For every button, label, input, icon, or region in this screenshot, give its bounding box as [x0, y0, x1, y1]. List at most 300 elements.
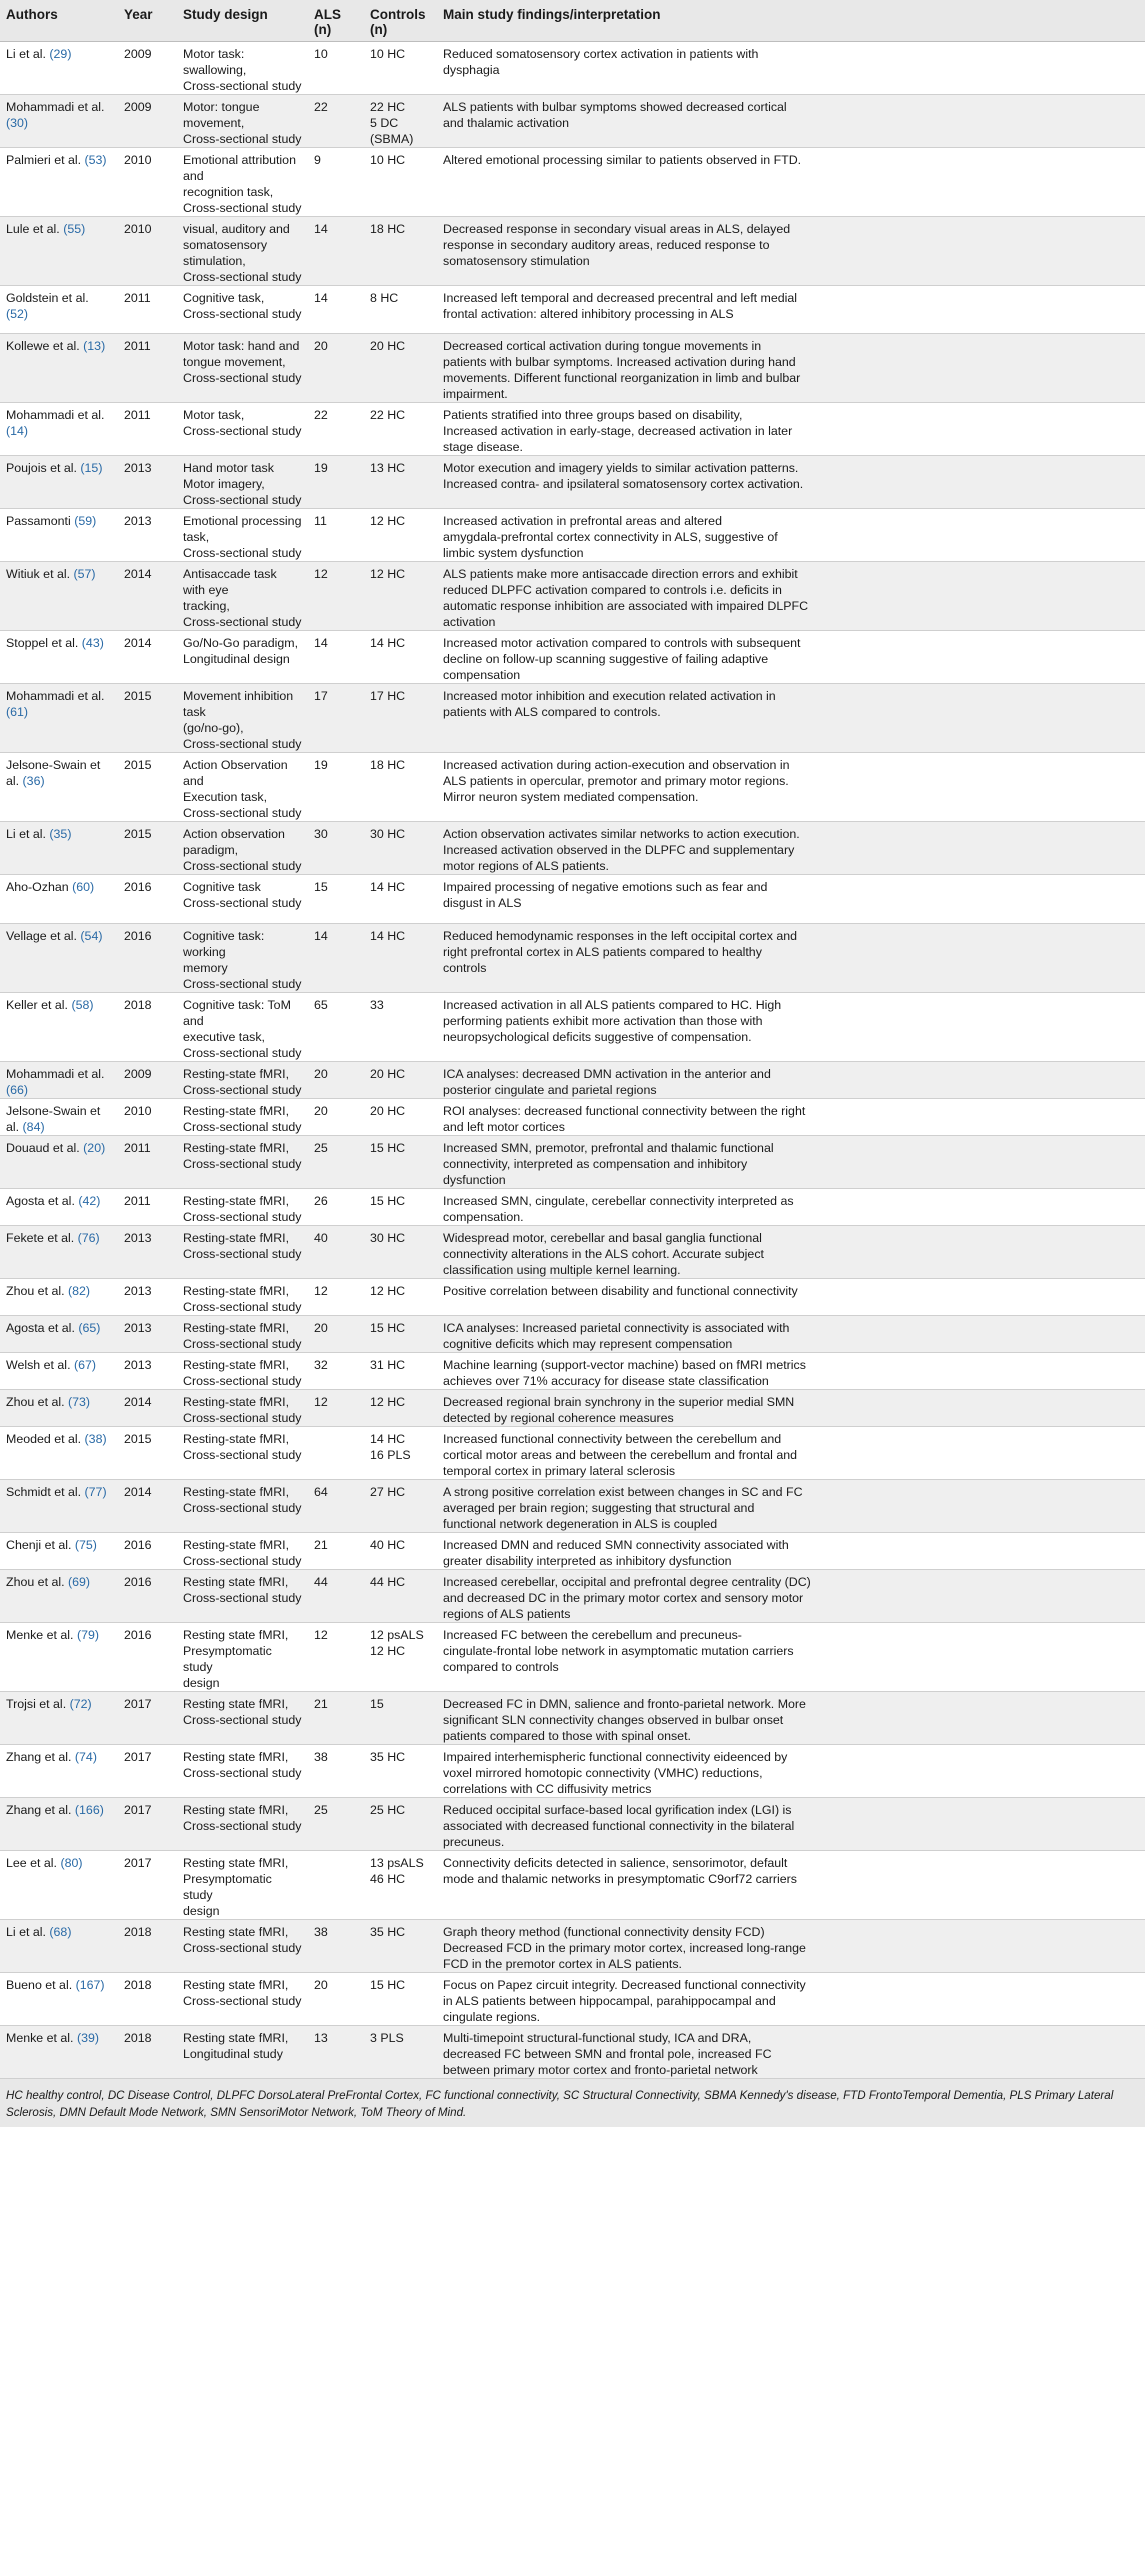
cell-controls: 13 HC: [364, 455, 437, 508]
cell-controls: 10 HC: [364, 41, 437, 94]
cell-findings: ICA analyses: decreased DMN activation in the anterior and posterior cingulate and parietal regions: [437, 1061, 1145, 1098]
author-name: Lee et al.: [6, 1855, 57, 1870]
cell-year: 2015: [118, 683, 177, 752]
cell-controls: 13 psALS 46 HC: [364, 1850, 437, 1919]
reference-link[interactable]: (66): [6, 1082, 29, 1097]
cell-controls: 22 HC 5 DC (SBMA): [364, 94, 437, 147]
table-row: [0, 923, 1145, 992]
reference-link[interactable]: (14): [6, 423, 29, 438]
cell-author: [0, 1569, 118, 1622]
table-row: [0, 1188, 1145, 1225]
cell-controls: 12 HC: [364, 1389, 437, 1426]
cell-controls: 15 HC: [364, 1135, 437, 1188]
cell-author: [0, 333, 118, 402]
cell-design: Cognitive task: ToM and executive task, Cross-sectional study: [177, 992, 308, 1061]
table-row: [0, 216, 1145, 285]
reference-link[interactable]: (20): [83, 1140, 106, 1155]
cell-year: 2018: [118, 1919, 177, 1972]
cell-design: Emotional processing task, Cross-sectional study: [177, 508, 308, 561]
reference-link[interactable]: (57): [73, 566, 96, 581]
reference-link[interactable]: (53): [84, 152, 107, 167]
cell-author: [0, 1135, 118, 1188]
cell-design: Resting-state fMRI, Cross-sectional study: [177, 1532, 308, 1569]
cell-design: Resting state fMRI, Cross-sectional study: [177, 1744, 308, 1797]
cell-author: [0, 1691, 118, 1744]
cell-year: 2016: [118, 923, 177, 992]
cell-als: [308, 1850, 364, 1919]
cell-findings: Increased motor inhibition and execution related activation in patients with ALS compared to controls.: [437, 683, 1145, 752]
cell-findings: Decreased regional brain synchrony in the superior medial SMN detected by regional coherence measures: [437, 1389, 1145, 1426]
cell-als: 14: [308, 216, 364, 285]
cell-controls: 14 HC: [364, 630, 437, 683]
reference-link[interactable]: (13): [83, 338, 106, 353]
cell-author: [0, 821, 118, 874]
cell-findings: Action observation activates similar networks to action execution. Increased activation observed in the DLPFC and supplementary motor regions of ALS patients.: [437, 821, 1145, 874]
table-row: [0, 2025, 1145, 2078]
header-findings: Main study findings/interpretation: [437, 0, 1145, 41]
cell-design: visual, auditory and somatosensory stimulation, Cross-sectional study: [177, 216, 308, 285]
cell-design: Motor task, Cross-sectional study: [177, 402, 308, 455]
table-row: [0, 1569, 1145, 1622]
cell-year: 2015: [118, 1426, 177, 1479]
table-row: [0, 333, 1145, 402]
table-row: [0, 561, 1145, 630]
cell-als: 22: [308, 402, 364, 455]
author-name: Mohammadi et al.: [6, 407, 105, 422]
cell-als: 38: [308, 1744, 364, 1797]
author-name: Agosta et al.: [6, 1320, 75, 1335]
reference-link[interactable]: (82): [68, 1283, 91, 1298]
cell-author: [0, 1225, 118, 1278]
cell-author: [0, 1389, 118, 1426]
reference-link[interactable]: (67): [73, 1357, 97, 1372]
cell-als: 26: [308, 1188, 364, 1225]
cell-design: Motor task: hand and tongue movement, Cross-sectional study: [177, 333, 308, 402]
cell-findings: Decreased cortical activation during tongue movements in patients with bulbar symptoms. Increased activation during hand movements. Different functional reorganization in limb and bulbar impairment.: [437, 333, 1145, 402]
cell-year: 2011: [118, 1188, 177, 1225]
cell-design: Motor: tongue movement, Cross-sectional study: [177, 94, 308, 147]
cell-als: 25: [308, 1135, 364, 1188]
cell-findings: Reduced hemodynamic responses in the left occipital cortex and right prefrontal cortex in ALS patients compared to healthy controls: [437, 923, 1145, 992]
cell-author: [0, 683, 118, 752]
table-row: [0, 455, 1145, 508]
cell-findings: Graph theory method (functional connectivity density FCD) Decreased FCD in the primary motor cortex, increased long-range FCD in the premotor cortex in ALS patients.: [437, 1919, 1145, 1972]
cell-author: [0, 1479, 118, 1532]
cell-findings: Connectivity deficits detected in salience, sensorimotor, default mode and thalamic networks in presymptomatic C9orf72 carriers: [437, 1850, 1145, 1919]
cell-year: 2018: [118, 992, 177, 1061]
author-name: Jelsone-Swain et al.: [6, 757, 101, 788]
reference-link[interactable]: (167): [75, 1977, 105, 1992]
cell-author: [0, 1622, 118, 1691]
cell-year: 2013: [118, 1278, 177, 1315]
author-name: Zhou et al.: [6, 1574, 65, 1589]
cell-findings: Increased SMN, premotor, prefrontal and thalamic functional connectivity, interpreted as compensation and inhibitory dysfunction: [437, 1135, 1145, 1188]
cell-controls: 20 HC: [364, 1061, 437, 1098]
table-row: [0, 1426, 1145, 1479]
cell-controls: 15 HC: [364, 1315, 437, 1352]
cell-controls: 12 HC: [364, 508, 437, 561]
cell-author: [0, 1532, 118, 1569]
cell-author: [0, 752, 118, 821]
table-footnote: HC healthy control, DC Disease Control, DLPFC DorsoLateral PreFrontal Cortex, FC functional connectivity, SC Structural Connectivity, SBMA Kennedy's disease, FTD FrontoTemporal Dementia, PLS Primary Lateral Sclerosis, DMN Default Mode Network, SMN SensoriMotor Network, ToM Theory of Mind.: [0, 2079, 1145, 2127]
author-name: Zhang et al.: [6, 1749, 72, 1764]
cell-author: [0, 1278, 118, 1315]
cell-als: 13: [308, 2025, 364, 2078]
author-name: Mohammadi et al.: [6, 688, 105, 703]
cell-author: [0, 1919, 118, 1972]
reference-link[interactable]: (42): [78, 1193, 101, 1208]
cell-als: 12: [308, 1622, 364, 1691]
cell-author: [0, 561, 118, 630]
cell-author: [0, 1098, 118, 1135]
author-name: Li et al.: [6, 1924, 46, 1939]
table-row: [0, 1532, 1145, 1569]
cell-findings: Widespread motor, cerebellar and basal ganglia functional connectivity alterations in the ALS cohort. Accurate subject classification using multiple kernel learning.: [437, 1225, 1145, 1278]
cell-als: 9: [308, 147, 364, 216]
cell-author: [0, 992, 118, 1061]
cell-controls: 30 HC: [364, 1225, 437, 1278]
cell-year: 2010: [118, 1098, 177, 1135]
cell-design: Emotional attribution and recognition task, Cross-sectional study: [177, 147, 308, 216]
table-row: [0, 402, 1145, 455]
cell-year: 2010: [118, 147, 177, 216]
table-row: [0, 874, 1145, 923]
cell-design: Resting-state fMRI, Cross-sectional study: [177, 1278, 308, 1315]
table-header: [0, 0, 1145, 41]
header-study-design: Study design: [177, 0, 308, 41]
table-row: [0, 1389, 1145, 1426]
cell-design: Antisaccade task with eye tracking, Cross-sectional study: [177, 561, 308, 630]
reference-link[interactable]: (15): [80, 460, 103, 475]
reference-link[interactable]: (68): [49, 1924, 72, 1939]
author-name: Palmieri et al.: [6, 152, 82, 167]
reference-link[interactable]: (60): [72, 879, 95, 894]
table-row: [0, 1061, 1145, 1098]
cell-design: Resting-state fMRI, Cross-sectional study: [177, 1352, 308, 1389]
author-name: Menke et al.: [6, 1627, 74, 1642]
author-name: Mohammadi et al.: [6, 1066, 105, 1081]
cell-controls: 44 HC: [364, 1569, 437, 1622]
cell-als: 20: [308, 1315, 364, 1352]
cell-findings: ROI analyses: decreased functional connectivity between the right and left motor cortices: [437, 1098, 1145, 1135]
cell-findings: Patients stratified into three groups based on disability, Increased activation in early-stage, decreased activation in later stage disease.: [437, 402, 1145, 455]
header-row: [0, 0, 1145, 41]
cell-findings: ALS patients make more antisaccade direction errors and exhibit reduced DLPFC activation compared to controls i.e. deficits in automatic response inhibition are associated with impaired DLPFC activation: [437, 561, 1145, 630]
cell-author: [0, 1850, 118, 1919]
cell-controls: 14 HC: [364, 923, 437, 992]
cell-findings: ICA analyses: Increased parietal connectivity is associated with cognitive deficits which may represent compensation: [437, 1315, 1145, 1352]
cell-findings: Increased FC between the cerebellum and precuneus- cingulate-frontal lobe network in asymptomatic mutation carriers compared to controls: [437, 1622, 1145, 1691]
table-row: [0, 1479, 1145, 1532]
reference-link[interactable]: (76): [77, 1230, 100, 1245]
cell-controls: 15: [364, 1691, 437, 1744]
cell-design: Go/No-Go paradigm, Longitudinal design: [177, 630, 308, 683]
reference-link[interactable]: (74): [74, 1749, 97, 1764]
table-row: [0, 1352, 1145, 1389]
table-row: [0, 147, 1145, 216]
cell-author: [0, 455, 118, 508]
cell-findings: Decreased response in secondary visual areas in ALS, delayed response in secondary auditory areas, reduced response to somatosensory stimulation: [437, 216, 1145, 285]
cell-als: 65: [308, 992, 364, 1061]
cell-author: [0, 630, 118, 683]
cell-design: Resting-state fMRI, Cross-sectional study: [177, 1389, 308, 1426]
cell-findings: Increased motor activation compared to controls with subsequent decline on follow-up scanning suggestive of failing adaptive compensation: [437, 630, 1145, 683]
cell-author: [0, 1972, 118, 2025]
author-name: Witiuk et al.: [6, 566, 71, 581]
cell-controls: 14 HC: [364, 874, 437, 923]
cell-controls: 18 HC: [364, 216, 437, 285]
cell-findings: Increased activation in all ALS patients compared to HC. High performing patients exhibit more activation than those with neuropsychological deficits suggestive of compensation.: [437, 992, 1145, 1061]
cell-als: 22: [308, 94, 364, 147]
cell-controls: 33: [364, 992, 437, 1061]
cell-controls: 14 HC 16 PLS: [364, 1426, 437, 1479]
cell-design: Resting-state fMRI, Cross-sectional study: [177, 1188, 308, 1225]
author-name: Meoded et al.: [6, 1431, 82, 1446]
cell-findings: A strong positive correlation exist between changes in SC and FC averaged per brain region; suggesting that structural and functional network degeneration in ALS is coupled: [437, 1479, 1145, 1532]
cell-als: 21: [308, 1691, 364, 1744]
header-controls: Controls (n): [364, 0, 437, 41]
reference-link[interactable]: (29): [49, 46, 72, 61]
cell-design: Resting state fMRI, Presymptomatic study design: [177, 1622, 308, 1691]
cell-design: Movement inhibition task (go/no-go), Cross-sectional study: [177, 683, 308, 752]
cell-als: 20: [308, 333, 364, 402]
author-name: Douaud et al.: [6, 1140, 80, 1155]
cell-author: [0, 1188, 118, 1225]
cell-author: [0, 147, 118, 216]
table-row: [0, 1850, 1145, 1919]
reference-link[interactable]: (30): [6, 115, 29, 130]
cell-design: Resting state fMRI, Cross-sectional study: [177, 1691, 308, 1744]
cell-design: Resting-state fMRI, Cross-sectional study: [177, 1061, 308, 1098]
cell-author: [0, 1744, 118, 1797]
cell-year: 2015: [118, 821, 177, 874]
cell-findings: Increased activation during action-execution and observation in ALS patients in opercular, premotor and primary motor regions. Mirror neuron system mediated compensation.: [437, 752, 1145, 821]
cell-design: Cognitive task, Cross-sectional study: [177, 285, 308, 333]
author-name: Vellage et al.: [6, 928, 77, 943]
cell-year: 2009: [118, 41, 177, 94]
cell-controls: 15 HC: [364, 1188, 437, 1225]
cell-als: 20: [308, 1061, 364, 1098]
cell-als: 20: [308, 1972, 364, 2025]
cell-findings: Reduced somatosensory cortex activation in patients with dysphagia: [437, 41, 1145, 94]
cell-design: Resting state fMRI, Cross-sectional study: [177, 1569, 308, 1622]
cell-author: [0, 216, 118, 285]
cell-controls: 31 HC: [364, 1352, 437, 1389]
cell-author: [0, 1352, 118, 1389]
author-name: Schmidt et al.: [6, 1484, 82, 1499]
cell-controls: 12 HC: [364, 561, 437, 630]
cell-year: 2014: [118, 561, 177, 630]
reference-link[interactable]: (84): [22, 1119, 45, 1134]
cell-als: 25: [308, 1797, 364, 1850]
table-row: [0, 1691, 1145, 1744]
cell-design: Cognitive task Cross-sectional study: [177, 874, 308, 923]
reference-link[interactable]: (79): [76, 1627, 99, 1642]
cell-als: 30: [308, 821, 364, 874]
cell-design: Resting-state fMRI, Cross-sectional study: [177, 1479, 308, 1532]
cell-findings: Decreased FC in DMN, salience and fronto-parietal network. More significant SLN connectivity changes observed in bulbar onset patients compared to those with spinal onset.: [437, 1691, 1145, 1744]
cell-year: 2011: [118, 402, 177, 455]
cell-controls: 22 HC: [364, 402, 437, 455]
author-name: Stoppel et al.: [6, 635, 79, 650]
cell-year: 2014: [118, 1479, 177, 1532]
cell-als: 21: [308, 1532, 364, 1569]
cell-findings: Increased DMN and reduced SMN connectivity associated with greater disability interpreted as inhibitory dysfunction: [437, 1532, 1145, 1569]
cell-als: 14: [308, 285, 364, 333]
cell-year: 2016: [118, 1622, 177, 1691]
author-name: Menke et al.: [6, 2030, 74, 2045]
cell-als: 19: [308, 752, 364, 821]
cell-findings: Increased cerebellar, occipital and prefrontal degree centrality (DC) and decreased DC in the primary motor cortex and sensory motor regions of ALS patients: [437, 1569, 1145, 1622]
cell-year: 2015: [118, 752, 177, 821]
author-name: Fekete et al.: [6, 1230, 75, 1245]
cell-als: 19: [308, 455, 364, 508]
cell-als: 12: [308, 1389, 364, 1426]
reference-link[interactable]: (77): [84, 1484, 107, 1499]
reference-link[interactable]: (54): [80, 928, 103, 943]
cell-als: 10: [308, 41, 364, 94]
cell-design: Hand motor task Motor imagery, Cross-sectional study: [177, 455, 308, 508]
cell-year: 2013: [118, 1352, 177, 1389]
cell-findings: Machine learning (support-vector machine) based on fMRI metrics achieves over 71% accuracy for disease state classification: [437, 1352, 1145, 1389]
reference-link[interactable]: (59): [74, 513, 97, 528]
cell-als: 38: [308, 1919, 364, 1972]
reference-link[interactable]: (65): [78, 1320, 101, 1335]
cell-author: [0, 1061, 118, 1098]
author-name: Kollewe et al.: [6, 338, 80, 353]
cell-als: 11: [308, 508, 364, 561]
reference-link[interactable]: (73): [68, 1394, 91, 1409]
table-row: [0, 752, 1145, 821]
cell-findings: Positive correlation between disability and functional connectivity: [437, 1278, 1145, 1315]
cell-controls: 17 HC: [364, 683, 437, 752]
cell-findings: Focus on Papez circuit integrity. Decreased functional connectivity in ALS patients between hippocampal, parahippocampal and cingulate regions.: [437, 1972, 1145, 2025]
cell-year: 2009: [118, 1061, 177, 1098]
cell-controls: 20 HC: [364, 333, 437, 402]
author-name: Li et al.: [6, 46, 46, 61]
table-row: [0, 1135, 1145, 1188]
author-name: Goldstein et al.: [6, 290, 89, 305]
cell-als: 32: [308, 1352, 364, 1389]
cell-als: [308, 1426, 364, 1479]
cell-controls: 15 HC: [364, 1972, 437, 2025]
reference-link[interactable]: (39): [76, 2030, 99, 2045]
cell-year: 2010: [118, 216, 177, 285]
table-row: [0, 821, 1145, 874]
cell-year: 2017: [118, 1744, 177, 1797]
cell-findings: Increased functional connectivity between the cerebellum and cortical motor areas and between the cerebellum and frontal and temporal cortex in primary lateral sclerosis: [437, 1426, 1145, 1479]
table-row: [0, 1278, 1145, 1315]
cell-findings: Multi-timepoint structural-functional study, ICA and DRA, decreased FC between SMN and frontal pole, increased FC between primary motor cortex and fronto-parietal network: [437, 2025, 1145, 2078]
table-row: [0, 285, 1145, 333]
cell-controls: 27 HC: [364, 1479, 437, 1532]
cell-year: 2013: [118, 1225, 177, 1278]
cell-design: Cognitive task: working memory Cross-sectional study: [177, 923, 308, 992]
cell-year: 2017: [118, 1850, 177, 1919]
header-year: Year: [118, 0, 177, 41]
table-row: [0, 1972, 1145, 2025]
reference-link[interactable]: (38): [84, 1431, 107, 1446]
reference-link[interactable]: (35): [49, 826, 72, 841]
cell-als: 12: [308, 1278, 364, 1315]
header-als: ALS (n): [308, 0, 364, 41]
table-row: [0, 94, 1145, 147]
reference-link[interactable]: (166): [74, 1802, 104, 1817]
author-name: Zhou et al.: [6, 1394, 65, 1409]
author-name: Lule et al.: [6, 221, 60, 236]
author-name: Keller et al.: [6, 997, 68, 1012]
cell-controls: 12 HC: [364, 1278, 437, 1315]
cell-author: [0, 285, 118, 333]
cell-findings: ALS patients with bulbar symptoms showed decreased cortical and thalamic activation: [437, 94, 1145, 147]
cell-controls: 10 HC: [364, 147, 437, 216]
table-row: [0, 683, 1145, 752]
reference-link[interactable]: (43): [81, 635, 104, 650]
reference-link[interactable]: (55): [63, 221, 86, 236]
cell-design: Resting-state fMRI, Cross-sectional study: [177, 1426, 308, 1479]
cell-year: 2016: [118, 1569, 177, 1622]
cell-year: 2014: [118, 630, 177, 683]
cell-findings: Impaired processing of negative emotions such as fear and disgust in ALS: [437, 874, 1145, 923]
author-name: Bueno et al.: [6, 1977, 73, 1992]
cell-findings: Increased SMN, cingulate, cerebellar connectivity interpreted as compensation.: [437, 1188, 1145, 1225]
reference-link[interactable]: (80): [60, 1855, 83, 1870]
author-name: Zhang et al.: [6, 1802, 72, 1817]
cell-controls: 40 HC: [364, 1532, 437, 1569]
cell-author: [0, 41, 118, 94]
cell-year: 2018: [118, 2025, 177, 2078]
cell-design: Resting-state fMRI, Cross-sectional study: [177, 1135, 308, 1188]
cell-year: 2013: [118, 508, 177, 561]
table-row: [0, 1225, 1145, 1278]
cell-controls: 8 HC: [364, 285, 437, 333]
cell-design: Resting state fMRI, Cross-sectional study: [177, 1797, 308, 1850]
cell-controls: 25 HC: [364, 1797, 437, 1850]
cell-als: 15: [308, 874, 364, 923]
cell-findings: Impaired interhemispheric functional connectivity eideenced by voxel mirrored homotopic connectivity (VMHC) reductions, correlations with CC diffusivity metrics: [437, 1744, 1145, 1797]
cell-als: 64: [308, 1479, 364, 1532]
cell-controls: 30 HC: [364, 821, 437, 874]
table-row: [0, 1919, 1145, 1972]
cell-findings: Increased left temporal and decreased precentral and left medial frontal activation: altered inhibitory processing in ALS: [437, 285, 1145, 333]
reference-link[interactable]: (72): [69, 1696, 92, 1711]
table-row: [0, 508, 1145, 561]
author-name: Zhou et al.: [6, 1283, 65, 1298]
cell-controls: 20 HC: [364, 1098, 437, 1135]
cell-als: 17: [308, 683, 364, 752]
cell-als: 12: [308, 561, 364, 630]
reference-link[interactable]: (61): [6, 704, 29, 719]
cell-author: [0, 1426, 118, 1479]
reference-link[interactable]: (58): [71, 997, 94, 1012]
reference-link[interactable]: (75): [74, 1537, 97, 1552]
cell-controls: 18 HC: [364, 752, 437, 821]
author-name: Welsh et al.: [6, 1357, 71, 1372]
cell-controls: 35 HC: [364, 1744, 437, 1797]
cell-findings: Altered emotional processing similar to patients observed in FTD.: [437, 147, 1145, 216]
cell-author: [0, 1797, 118, 1850]
cell-year: 2011: [118, 1135, 177, 1188]
cell-year: 2013: [118, 1315, 177, 1352]
table-row: [0, 992, 1145, 1061]
reference-link[interactable]: (69): [68, 1574, 91, 1589]
table-body: [0, 41, 1145, 2078]
reference-link[interactable]: (52): [6, 306, 29, 321]
cell-findings: Motor execution and imagery yields to similar activation patterns. Increased contra- and ipsilateral somatosensory cortex activation.: [437, 455, 1145, 508]
reference-link[interactable]: (36): [22, 773, 45, 788]
cell-year: 2016: [118, 1532, 177, 1569]
cell-author: [0, 923, 118, 992]
